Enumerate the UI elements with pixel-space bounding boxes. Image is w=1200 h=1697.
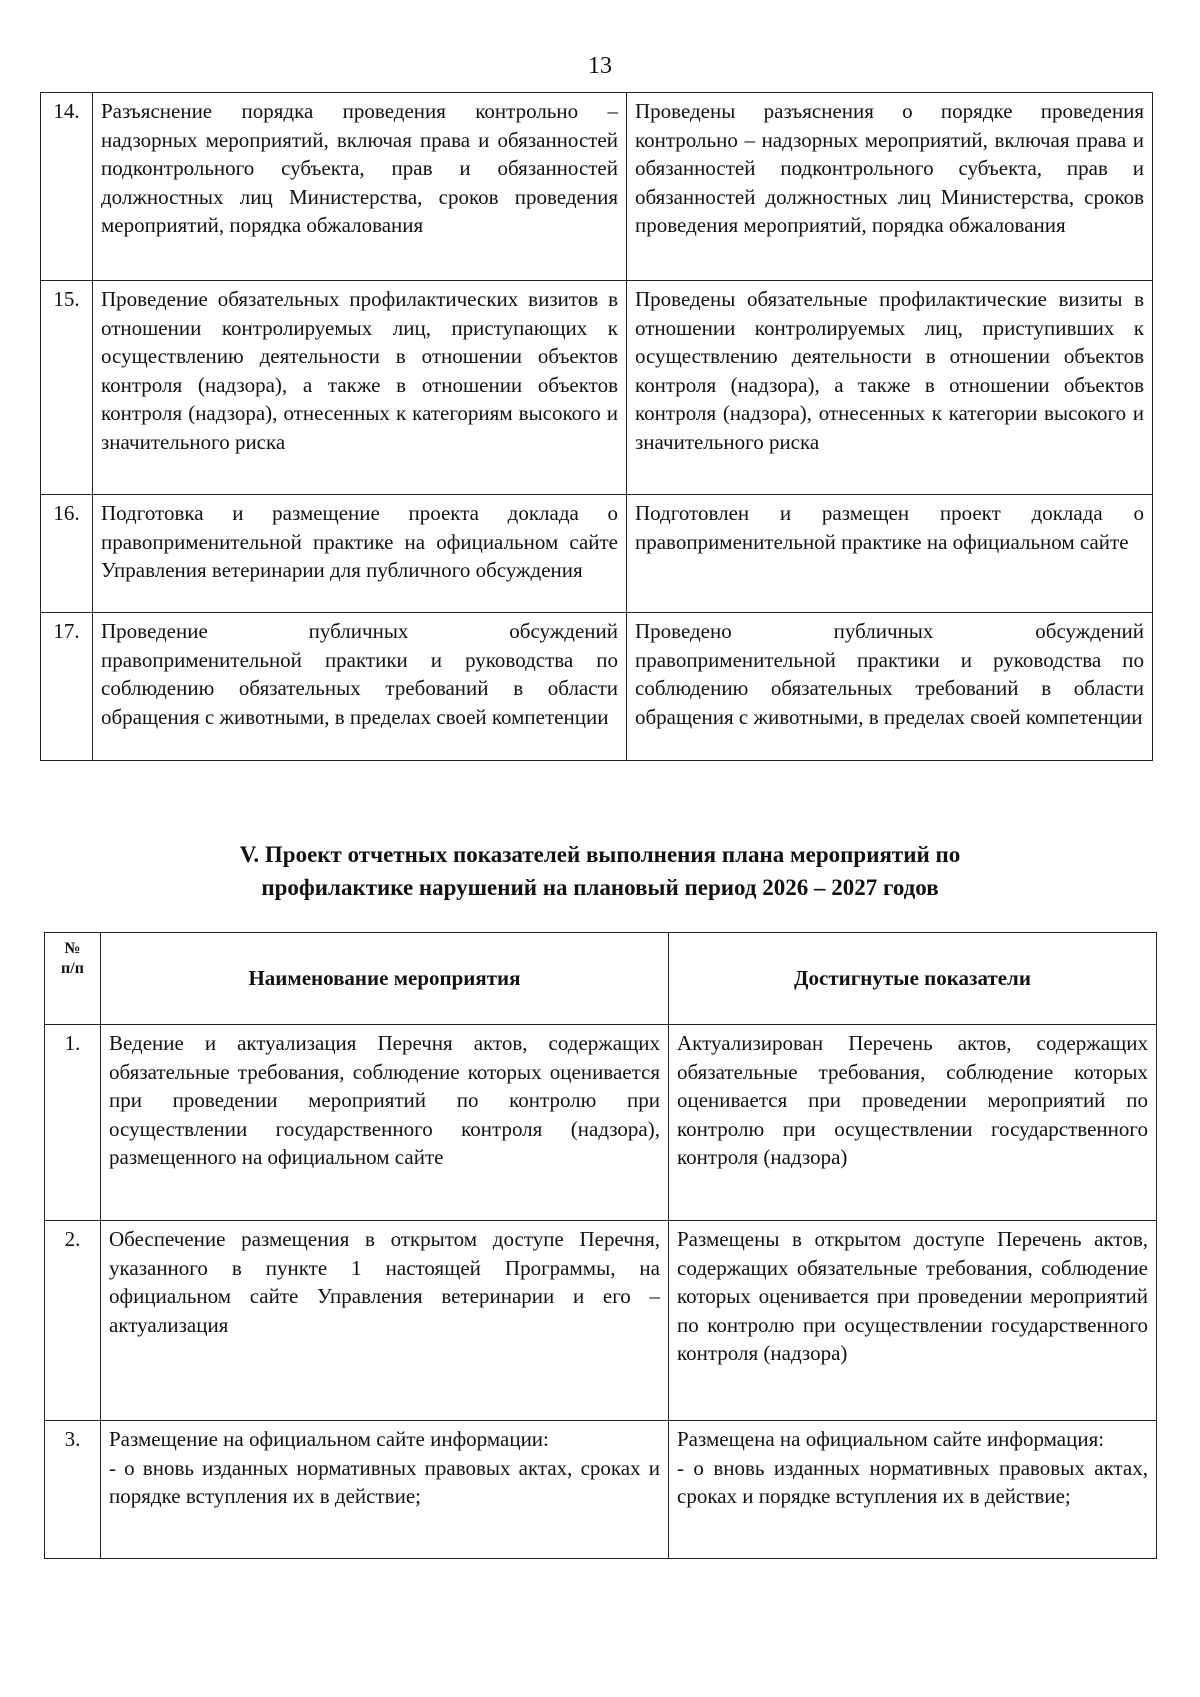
- table-row: [41, 93, 1153, 281]
- row-number: 17.: [41, 613, 93, 761]
- section-title-line: профилактике нарушений на плановый период 2026 – 2027 годов: [261, 875, 939, 900]
- activity-cell: Обеспечение размещения в открытом доступе Перечня, указанного в пункте 1 настоящей Программы, на официальном сайте Управления ветеринарии и его – актуализация: [101, 1221, 669, 1421]
- table-row: [45, 1221, 1157, 1421]
- activity-line: - о вновь изданных нормативных правовых актах, сроках и порядке вступления их в действие;: [109, 1455, 660, 1508]
- activities-table-continued: [40, 92, 1153, 761]
- result-line: - о вновь изданных нормативных правовых актах, сроках и порядке вступления их в действие;: [677, 1455, 1148, 1508]
- header-activity: Наименование мероприятия: [101, 933, 669, 1025]
- activity-cell: Проведение публичных обсуждений правоприменительной практики и руководства по соблюдению обязательных требований в области обращения с животными, в пределах своей компетенции: [93, 613, 627, 761]
- table-row: [45, 1025, 1157, 1221]
- activity-cell: Разъяснение порядка проведения контрольно – надзорных мероприятий, включая права и обязанностей подконтрольного субъекта, прав и обязанностей должностных лиц Министерства, сроков проведения мероприятий, порядка обжалования: [93, 93, 627, 281]
- header-number-abbr: п/п: [61, 960, 84, 977]
- activity-cell: Проведение обязательных профилактических визитов в отношении контролируемых лиц, приступающих к осуществлению деятельности в отношении объектов контроля (надзора), а также в отношении объектов контроля (надзора), отнесенных к категориям высокого и значительного риска: [93, 281, 627, 495]
- row-number: 15.: [41, 281, 93, 495]
- table-row: [41, 495, 1153, 613]
- activity-cell: [101, 1421, 669, 1559]
- row-number: 1.: [45, 1025, 101, 1221]
- table-row: [41, 281, 1153, 495]
- result-line: Размещена на официальном сайте информация:: [677, 1427, 1105, 1451]
- table-row: [41, 613, 1153, 761]
- page-number: 13: [588, 53, 612, 79]
- result-cell: Актуализирован Перечень актов, содержащих обязательные требования, соблюдение которых оценивается при проведении мероприятий по контролю при осуществлении государственного контроля (надзора): [669, 1025, 1157, 1221]
- result-cell: [669, 1421, 1157, 1559]
- row-number: 16.: [41, 495, 93, 613]
- row-number: 14.: [41, 93, 93, 281]
- header-number: [45, 933, 101, 1025]
- row-number: 2.: [45, 1221, 101, 1421]
- result-cell: Размещены в открытом доступе Перечень актов, содержащих обязательные требования, соблюдение которых оценивается при проведении мероприятий по контролю при осуществлении государственного контроля (надзора): [669, 1221, 1157, 1421]
- result-cell: Проведены разъяснения о порядке проведения контрольно – надзорных мероприятий, включая права и обязанностей подконтрольного субъекта, прав и обязанностей должностных лиц Министерства, сроков проведения мероприятий, порядка обжалования: [627, 93, 1153, 281]
- indicators-table: [44, 932, 1157, 1559]
- activity-cell: Ведение и актуализация Перечня актов, содержащих обязательные требования, соблюдение которых оценивается при проведении мероприятий по контролю при осуществлении государственного контроля (надзора), размещенного на официальном сайте: [101, 1025, 669, 1221]
- result-cell: Подготовлен и размещен проект доклада о правоприменительной практике на официальном сайте: [627, 495, 1153, 613]
- activity-line: Размещение на официальном сайте информации:: [109, 1427, 549, 1451]
- section-title: [100, 838, 1100, 904]
- activity-cell: Подготовка и размещение проекта доклада о правоприменительной практике на официальном сайте Управления ветеринарии для публичного обсуждения: [93, 495, 627, 613]
- section-title-line: V. Проект отчетных показателей выполнения плана мероприятий по: [239, 842, 961, 867]
- result-cell: Проведены обязательные профилактические визиты в отношении контролируемых лиц, приступивших к осуществлению деятельности в отношении объектов контроля (надзора), а также в отношении объектов контроля (надзора), отнесенных к категории высокого и значительного риска: [627, 281, 1153, 495]
- table-row: [45, 1421, 1157, 1559]
- header-number-symbol: №: [64, 940, 81, 957]
- table-header-row: [45, 933, 1157, 1025]
- result-cell: Проведено публичных обсуждений правоприменительной практики и руководства по соблюдению обязательных требований в области обращения с животными, в пределах своей компетенции: [627, 613, 1153, 761]
- header-result: Достигнутые показатели: [669, 933, 1157, 1025]
- row-number: 3.: [45, 1421, 101, 1559]
